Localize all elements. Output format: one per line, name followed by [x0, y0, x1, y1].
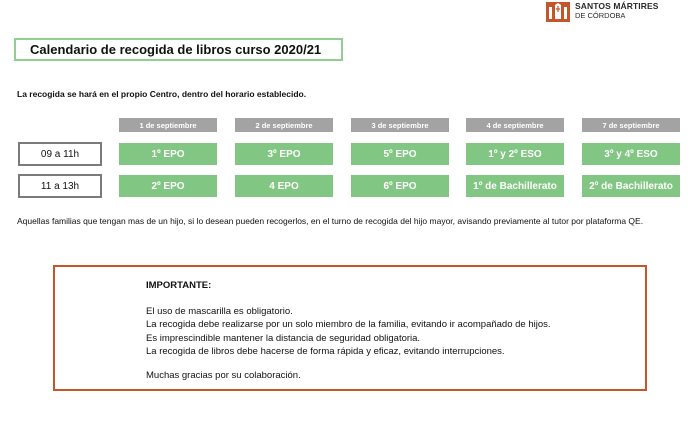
date-header-1: 1 de septiembre: [119, 118, 217, 132]
important-rules: [146, 305, 551, 358]
school-logo-icon: [546, 2, 570, 22]
time-slot-morning-early: 09 a 11h: [18, 142, 102, 166]
thanks-message: Muchas gracias por su colaboración.: [146, 370, 301, 381]
schedule-cell: 3º EPO: [235, 143, 333, 165]
date-header-4: 4 de septiembre: [466, 118, 564, 132]
time-slot-morning-late: 11 a 13h: [18, 174, 102, 198]
schedule-cell: 1º EPO: [119, 143, 217, 165]
schedule-cell: 4 EPO: [235, 175, 333, 197]
important-rule: La recogida debe realizarse por un solo miembro de la familia, evitando ir acompañado de hijos.: [146, 319, 551, 331]
school-logo: [546, 2, 659, 22]
pickup-location-note: La recogida se hará en el propio Centro, dentro del horario establecido.: [17, 89, 307, 99]
important-rule: El uso de mascarilla es obligatorio.: [146, 306, 293, 317]
logo-name-line2: DE CÓRDOBA: [575, 11, 626, 20]
important-rule: La recogida de libros debe hacerse de forma rápida y eficaz, evitando interrupciones.: [146, 345, 505, 357]
schedule-cell: 2º de Bachillerato: [582, 175, 680, 197]
date-header-3: 3 de septiembre: [351, 118, 449, 132]
schedule-cell: 2º EPO: [119, 175, 217, 197]
siblings-note: Aquellas familias que tengan mas de un hijo, si lo desean pueden recogerlos, en el turno de recogida del hijo mayor, avisando previamente al tutor por plataforma QE.: [17, 216, 644, 226]
important-rule: Es imprescindible mantener la distancia de seguridad obligatoria.: [146, 332, 421, 344]
page-title: Calendario de recogida de libros curso 2020/21: [14, 38, 343, 61]
schedule-cell: 1º y 2º ESO: [466, 143, 564, 165]
date-header-5: 7 de septiembre: [582, 118, 680, 132]
schedule-cell: 6º EPO: [351, 175, 449, 197]
schedule-cell: 5º EPO: [351, 143, 449, 165]
schedule-cell: 1º de Bachillerato: [466, 175, 564, 197]
important-title: IMPORTANTE:: [146, 280, 212, 291]
date-header-2: 2 de septiembre: [235, 118, 333, 132]
schedule-cell: 3º y 4º ESO: [582, 143, 680, 165]
logo-name-line1: SANTOS MÁRTIRES: [575, 1, 659, 11]
important-notice-box: [53, 265, 647, 391]
